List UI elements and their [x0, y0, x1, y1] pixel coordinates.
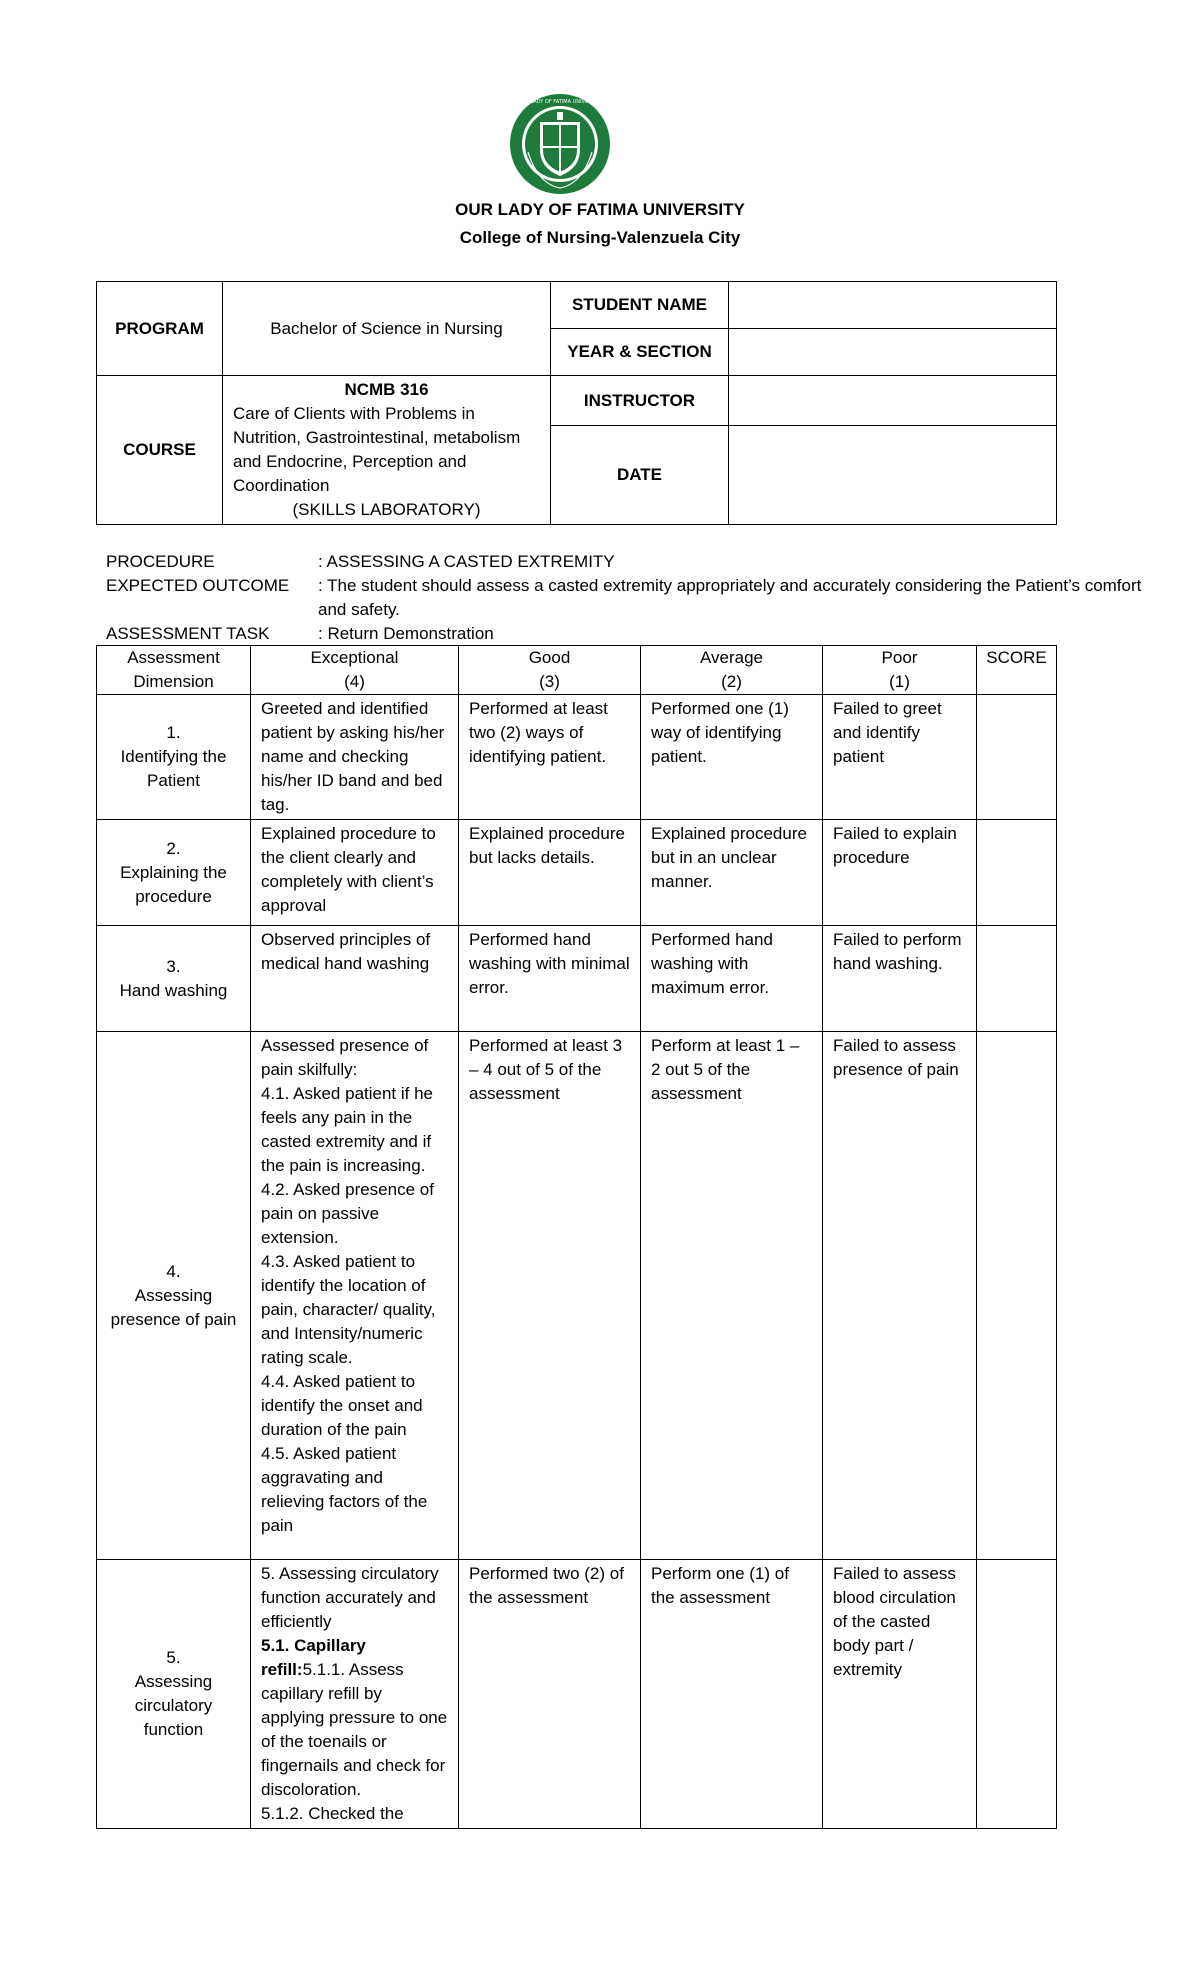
header-exceptional: [251, 646, 459, 695]
task-value: : Return Demonstration: [318, 624, 494, 643]
course-code: NCMB 316: [344, 380, 429, 399]
year-section-field[interactable]: [729, 329, 1057, 376]
rubric-row: [97, 1560, 1057, 1829]
rubric-row: [97, 926, 1057, 1032]
score-cell[interactable]: [977, 1560, 1057, 1829]
header-good: [459, 646, 641, 695]
dimension-label: Explaining the procedure: [120, 862, 227, 906]
score-cell[interactable]: [977, 1032, 1057, 1560]
procedure-label: PROCEDURE: [106, 552, 215, 571]
good-cell: Performed two (2) of the assessment: [459, 1560, 641, 1829]
header-score: SCORE: [977, 646, 1057, 695]
header-good-points: (3): [539, 672, 560, 691]
criterion-item: 4.2. Asked presence of pain on passive extension.: [261, 1180, 434, 1247]
dimension-cell: [97, 926, 251, 1032]
score-cell[interactable]: [977, 926, 1057, 1032]
good-cell: Performed at least 3 – 4 out of 5 of the assessment: [459, 1032, 641, 1560]
exceptional-cell: [251, 1560, 459, 1829]
criterion-item: [261, 1634, 448, 1802]
college-name: College of Nursing-Valenzuela City: [459, 228, 741, 247]
dimension-cell: [97, 1560, 251, 1829]
dimension-number: 4.: [166, 1261, 181, 1281]
header-poor-points: (1): [889, 672, 910, 691]
dimension-number: 3.: [166, 956, 181, 976]
header-dimension: Assessment Dimension: [97, 646, 251, 695]
score-cell[interactable]: [977, 695, 1057, 820]
exceptional-cell: Observed principles of medical hand washing: [251, 926, 459, 1032]
score-cell[interactable]: [977, 820, 1057, 926]
header-average-label: Average: [699, 648, 763, 667]
average-cell: Explained procedure but in an unclear manner.: [641, 820, 823, 926]
average-cell: Performed one (1) way of identifying patient.: [641, 695, 823, 820]
course-details: [223, 376, 551, 525]
header-exceptional-label: Exceptional: [310, 648, 399, 667]
student-name-label: STUDENT NAME: [551, 282, 729, 329]
rubric-header-row: [97, 646, 1057, 695]
good-cell: Explained procedure but lacks details.: [459, 820, 641, 926]
dimension-cell: [97, 820, 251, 926]
criterion-intro: Assessed presence of pain skilfully:: [261, 1036, 429, 1079]
year-section-label: YEAR & SECTION: [551, 329, 729, 376]
average-cell: Perform one (1) of the assessment: [641, 1560, 823, 1829]
rubric-row: [97, 1032, 1057, 1560]
dimension-label: Assessing circulatory function: [134, 1672, 213, 1739]
criterion-item: 5.1.2. Checked the: [261, 1804, 404, 1823]
program-value: Bachelor of Science in Nursing: [223, 282, 551, 376]
dimension-number: 5.: [166, 1648, 181, 1667]
dimension-label: Assessing presence of pain: [110, 1285, 237, 1329]
criterion-text: 5.1.1. Assess capillary refill by applying pressure to one of the toenails or fingernails and check for discoloration.: [261, 1660, 448, 1799]
header-poor-label: Poor: [881, 648, 918, 667]
dimension-label: Hand washing: [119, 980, 228, 1000]
poor-cell: Failed to explain procedure: [823, 820, 977, 926]
good-cell: Performed at least two (2) ways of identifying patient.: [459, 695, 641, 820]
criterion-item: 4.5. Asked patient aggravating and relieving factors of the pain: [261, 1444, 428, 1535]
exceptional-cell: Greeted and identified patient by asking his/her name and checking his/her ID band and bed tag.: [251, 695, 459, 820]
criterion-subheading: 5.1. Capillary refill:: [261, 1636, 366, 1679]
poor-cell: Failed to greet and identify patient: [823, 695, 977, 820]
student-info-table: [96, 281, 1057, 525]
criterion-item: 4.4. Asked patient to identify the onset and duration of the pain: [261, 1372, 423, 1439]
dimension-number: 1.: [166, 723, 181, 742]
procedure-value: : ASSESSING A CASTED EXTREMITY: [318, 552, 615, 571]
dimension-cell: [97, 695, 251, 820]
university-seal-logo: [508, 92, 612, 196]
poor-cell: Failed to assess blood circulation of the casted body part / extremity: [823, 1560, 977, 1829]
criterion-intro: 5. Assessing circulatory function accurately and efficiently: [261, 1564, 439, 1631]
rubric-row: [97, 695, 1057, 820]
instructor-label: INSTRUCTOR: [551, 376, 729, 426]
course-note: (SKILLS LABORATORY): [292, 500, 481, 519]
header-average-points: (2): [721, 672, 742, 691]
course-title: Care of Clients with Problems in Nutrition, Gastrointestinal, metabolism and Endocrine, Perception and Coordination: [233, 404, 521, 495]
poor-cell: Failed to assess presence of pain: [823, 1032, 977, 1560]
rubric-table: [96, 645, 1057, 1829]
svg-text:OUR LADY OF FATIMA UNIVERSITY: OUR LADY OF FATIMA UNIVERSITY: [517, 99, 603, 105]
exceptional-cell: Explained procedure to the client clearly and completely with client’s approval: [251, 820, 459, 926]
date-field[interactable]: [729, 426, 1057, 525]
poor-cell: Failed to perform hand washing.: [823, 926, 977, 1032]
average-cell: Performed hand washing with maximum error.: [641, 926, 823, 1032]
average-cell: Perform at least 1 – 2 out 5 of the assessment: [641, 1032, 823, 1560]
student-name-field[interactable]: [729, 282, 1057, 329]
dimension-number: 2.: [166, 838, 181, 858]
program-label: PROGRAM: [97, 282, 223, 376]
university-name: OUR LADY OF FATIMA UNIVERSITY: [455, 200, 745, 219]
header-exceptional-points: (4): [344, 672, 365, 691]
rubric-row: [97, 820, 1057, 926]
outcome-label: EXPECTED OUTCOME: [106, 576, 290, 595]
good-cell: Performed hand washing with minimal error.: [459, 926, 641, 1032]
criterion-item: 4.1. Asked patient if he feels any pain in the casted extremity and if the pain is increasing.: [261, 1084, 434, 1175]
date-label: DATE: [551, 426, 729, 525]
header-good-label: Good: [528, 648, 571, 667]
exceptional-cell: [251, 1032, 459, 1560]
header-poor: [823, 646, 977, 695]
dimension-label: Identifying the Patient: [120, 747, 227, 790]
course-label: COURSE: [97, 376, 223, 525]
instructor-field[interactable]: [729, 376, 1057, 426]
task-label: ASSESSMENT TASK: [106, 624, 270, 643]
outcome-value: : The student should assess a casted extremity appropriately and accurately considering the Patient’s comfort and safety.: [318, 576, 1142, 619]
dimension-cell: [97, 1032, 251, 1560]
header-average: [641, 646, 823, 695]
criterion-item: 4.3. Asked patient to identify the location of pain, character/ quality, and Intensity/numeric rating scale.: [261, 1252, 436, 1367]
